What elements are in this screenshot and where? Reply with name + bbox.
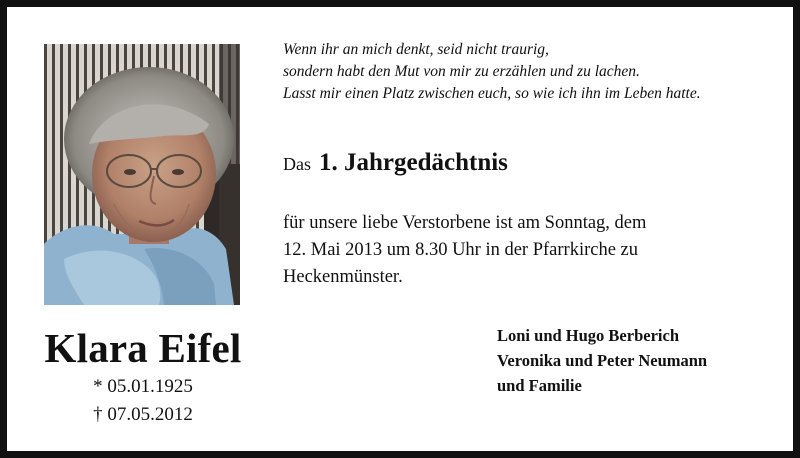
announcement-line: für unsere liebe Verstorbene ist am Sonntag, dem [283, 213, 647, 233]
portrait-photo [44, 44, 240, 305]
announcement-line: Heckenmünster. [283, 267, 403, 287]
heading-prefix: Das [283, 154, 311, 174]
death-date: † 07.05.2012 [93, 404, 193, 425]
heading-title: 1. Jahrgedächtnis [319, 149, 508, 176]
memorial-heading [283, 149, 508, 177]
announcement-line: 12. Mai 2013 um 8.30 Uhr in der Pfarrkirche zu [283, 240, 639, 260]
deceased-name: Klara Eifel [44, 325, 242, 371]
signer-line: und Familie [497, 376, 582, 395]
memorial-poem [283, 39, 783, 105]
poem-line: Lasst mir einen Platz zwischen euch, so wie ich ihn im Leben hatte. [283, 85, 701, 102]
poem-line: Wenn ihr an mich denkt, seid nicht traurig, [283, 41, 549, 58]
signer-line: Veronika und Peter Neumann [497, 351, 708, 370]
signer-line: Loni und Hugo Berberich [497, 326, 679, 345]
announcement-text [283, 210, 763, 291]
birth-date: * 05.01.1925 [93, 376, 193, 397]
poem-line: sondern habt den Mut von mir zu erzählen und zu lachen. [283, 63, 640, 80]
signers-block [497, 323, 787, 398]
portrait-image [44, 44, 240, 305]
